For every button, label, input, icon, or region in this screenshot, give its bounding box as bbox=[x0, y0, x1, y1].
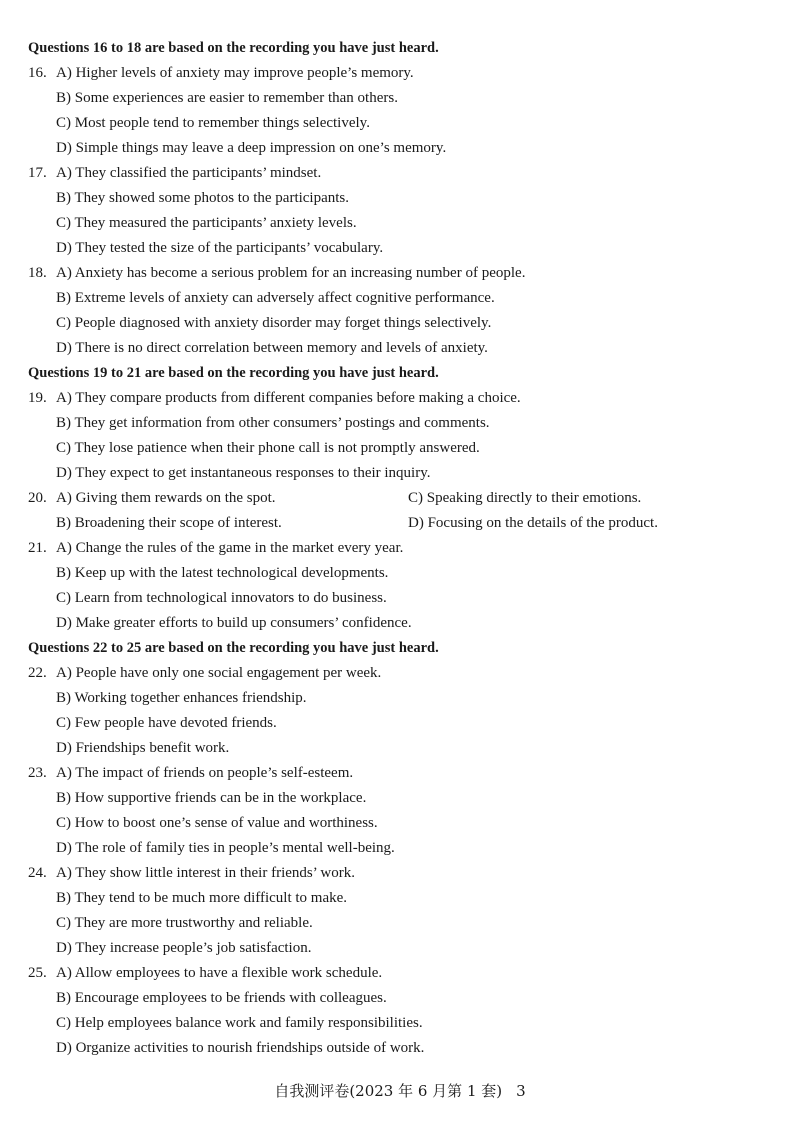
option-text: D) They tested the size of the participants’ vocabulary. bbox=[56, 240, 384, 256]
question-option bbox=[0, 386, 800, 411]
option-text: A) They show little interest in their friends’ work. bbox=[56, 865, 355, 881]
option-text: D) Organize activities to nourish friendships outside of work. bbox=[56, 1040, 425, 1056]
question-option bbox=[0, 336, 800, 361]
option-text: B) Working together enhances friendship. bbox=[56, 690, 307, 706]
question-option bbox=[0, 861, 800, 886]
footer-title: 自我测评卷(2023 年 6 月第 1 套) bbox=[274, 1082, 503, 1100]
question-option bbox=[0, 461, 800, 486]
question-option bbox=[0, 261, 800, 286]
option-text: B) Encourage employees to be friends with colleagues. bbox=[56, 990, 387, 1006]
question-number: 19. bbox=[28, 390, 47, 406]
option-text: B) Broadening their scope of interest. bbox=[56, 515, 282, 531]
option-text: C) Few people have devoted friends. bbox=[56, 715, 277, 731]
option-text: D) The role of family ties in people’s mental well-being. bbox=[56, 840, 395, 856]
question-option bbox=[0, 161, 800, 186]
question-option bbox=[0, 911, 800, 936]
question-option bbox=[0, 136, 800, 161]
question-option bbox=[0, 786, 800, 811]
option-text: C) Learn from technological innovators to do business. bbox=[56, 590, 387, 606]
option-text: B) Extreme levels of anxiety can adversely affect cognitive performance. bbox=[56, 290, 495, 306]
question-option bbox=[0, 1036, 800, 1061]
question-number: 18. bbox=[28, 265, 47, 281]
option-text: D) Simple things may leave a deep impression on one’s memory. bbox=[56, 140, 447, 156]
question-option bbox=[0, 711, 800, 736]
option-text: C) How to boost one’s sense of value and worthiness. bbox=[56, 815, 378, 831]
question-option bbox=[0, 886, 800, 911]
question-option bbox=[0, 836, 800, 861]
question-option bbox=[0, 936, 800, 961]
option-text: C) They lose patience when their phone call is not promptly answered. bbox=[56, 440, 480, 456]
question-option bbox=[0, 561, 800, 586]
question-option bbox=[0, 411, 800, 436]
question-option bbox=[0, 186, 800, 211]
question-option bbox=[0, 111, 800, 136]
question-number: 20. bbox=[28, 490, 47, 506]
question-option bbox=[0, 86, 800, 111]
question-number: 16. bbox=[28, 65, 47, 81]
question-option bbox=[0, 736, 800, 761]
question-option bbox=[0, 536, 800, 561]
question-option bbox=[0, 311, 800, 336]
option-text: D) They increase people’s job satisfaction. bbox=[56, 940, 312, 956]
question-number: 22. bbox=[28, 665, 47, 681]
option-text: C) They measured the participants’ anxiety levels. bbox=[56, 215, 357, 231]
option-text: C) Help employees balance work and family responsibilities. bbox=[56, 1015, 423, 1031]
option-text: B) They showed some photos to the participants. bbox=[56, 190, 350, 206]
option-text: A) Higher levels of anxiety may improve people’s memory. bbox=[56, 65, 414, 81]
question-option-row bbox=[0, 511, 800, 536]
option-text: B) How supportive friends can be in the workplace. bbox=[56, 790, 367, 806]
question-option bbox=[0, 661, 800, 686]
question-option bbox=[0, 611, 800, 636]
section-heading: Questions 22 to 25 are based on the recording you have just heard. bbox=[28, 640, 439, 656]
option-text: A) Giving them rewards on the spot. bbox=[56, 490, 276, 506]
page-footer bbox=[0, 1079, 800, 1104]
option-text: A) They compare products from different companies before making a choice. bbox=[56, 390, 521, 406]
question-option bbox=[0, 986, 800, 1011]
option-text: B) Keep up with the latest technological developments. bbox=[56, 565, 389, 581]
question-option bbox=[0, 236, 800, 261]
question-option bbox=[0, 211, 800, 236]
option-text: D) There is no direct correlation between memory and levels of anxiety. bbox=[56, 340, 488, 356]
question-number: 24. bbox=[28, 865, 47, 881]
section-heading: Questions 19 to 21 are based on the recording you have just heard. bbox=[28, 365, 439, 381]
question-number: 17. bbox=[28, 165, 47, 181]
question-option bbox=[0, 961, 800, 986]
option-text: C) People diagnosed with anxiety disorder may forget things selectively. bbox=[56, 315, 492, 331]
option-text: C) Speaking directly to their emotions. bbox=[408, 490, 642, 506]
option-text: D) Focusing on the details of the product. bbox=[408, 515, 658, 531]
option-text: A) People have only one social engagement per week. bbox=[56, 665, 382, 681]
section-heading: Questions 16 to 18 are based on the recording you have just heard. bbox=[28, 40, 439, 56]
question-number: 25. bbox=[28, 965, 47, 981]
question-number: 21. bbox=[28, 540, 47, 556]
exam-page bbox=[0, 36, 800, 1061]
question-option bbox=[0, 811, 800, 836]
option-text: B) They get information from other consumers’ postings and comments. bbox=[56, 415, 490, 431]
question-option bbox=[0, 761, 800, 786]
option-text: B) Some experiences are easier to remember than others. bbox=[56, 90, 398, 106]
question-option bbox=[0, 436, 800, 461]
option-text: A) The impact of friends on people’s self-esteem. bbox=[56, 765, 354, 781]
question-option-row bbox=[0, 486, 800, 511]
question-number: 23. bbox=[28, 765, 47, 781]
option-text: A) Allow employees to have a flexible work schedule. bbox=[56, 965, 383, 981]
question-option bbox=[0, 586, 800, 611]
option-text: C) They are more trustworthy and reliable. bbox=[56, 915, 313, 931]
question-option bbox=[0, 286, 800, 311]
option-text: A) They classified the participants’ mindset. bbox=[56, 165, 322, 181]
option-text: C) Most people tend to remember things selectively. bbox=[56, 115, 370, 131]
option-text: D) Friendships benefit work. bbox=[56, 740, 230, 756]
option-text: B) They tend to be much more difficult to make. bbox=[56, 890, 348, 906]
option-text: A) Change the rules of the game in the market every year. bbox=[56, 540, 404, 556]
option-text: D) Make greater efforts to build up consumers’ confidence. bbox=[56, 615, 412, 631]
option-text: D) They expect to get instantaneous responses to their inquiry. bbox=[56, 465, 431, 481]
page-number: 3 bbox=[516, 1082, 526, 1100]
option-text: A) Anxiety has become a serious problem for an increasing number of people. bbox=[56, 265, 526, 281]
question-option bbox=[0, 686, 800, 711]
question-option bbox=[0, 61, 800, 86]
question-option bbox=[0, 1011, 800, 1036]
